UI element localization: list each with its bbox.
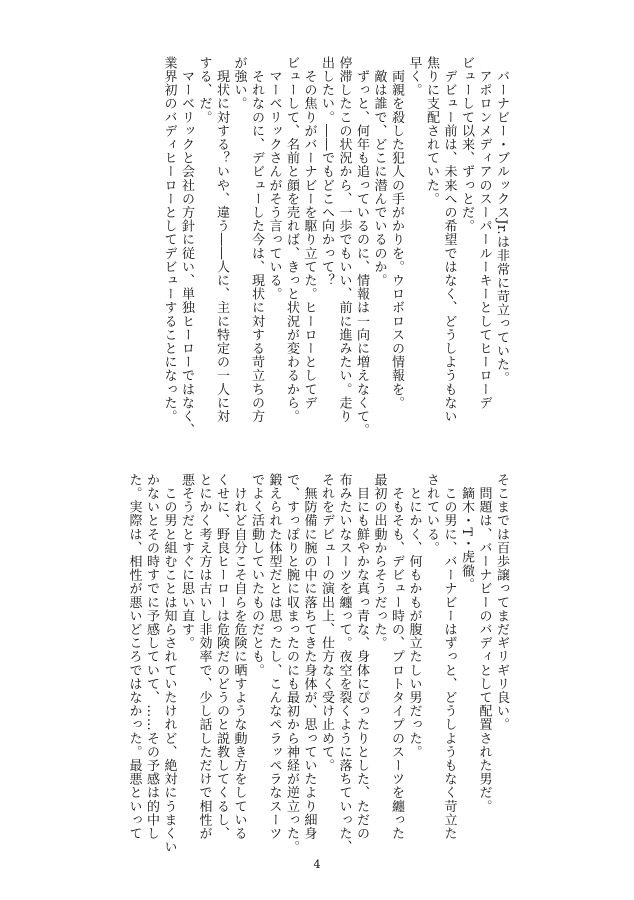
text-line: ビューして以来、ずっとだ。 <box>459 56 474 233</box>
text-line: くせに、野良ヒーローは危険だのどうのと説教してくるし、 <box>214 473 229 841</box>
text-line: とにかく考え方は古いし非効率で、少し話しただけで相性が <box>196 473 212 841</box>
text-line: 鏑木・T・虎徹。 <box>459 473 474 592</box>
text-line: 出したい。――でもどこへ向かって？ <box>319 56 334 288</box>
text-line: でよく活動していたものだとも。 <box>249 473 264 677</box>
text-line: その焦りがバーナビーを駆り立てた。ヒーローとしてデ <box>301 56 317 410</box>
text-line: 両親を殺した犯人の手がかりを。ウロボロスの情報を。 <box>389 56 404 410</box>
lower-text-block <box>92 473 510 854</box>
text-line: 現状に対する？いや、違う――人に、主に特定の一人に対 <box>214 56 229 424</box>
text-line: バーナビー・ブルックスJr.は非常に苛立っていた。 <box>494 56 509 385</box>
text-line: 敵は誰で、どこに潜んでいるのか。 <box>371 56 387 288</box>
text-line: されている。 <box>424 473 439 555</box>
text-line: 最初の出動からそうだった。 <box>371 473 387 650</box>
text-line: 無防備に腕の中に落ちてきた身体が、思っていたより細身 <box>301 473 317 841</box>
text-line: そもそも、デビュー時の、プロトタイプのスーツを纏った <box>389 473 404 841</box>
text-line: た。実際は、相性が悪いどころではなかった。最悪といって <box>126 473 142 841</box>
text-line: する、だ。 <box>196 56 212 124</box>
page-number: 4 <box>313 858 321 871</box>
text-line: この男に、バーナビーはずっと、どうしようもなく苛立た <box>441 473 457 841</box>
text-line: かないとその時すでに予感していて、……その予感は的中し <box>144 473 159 841</box>
text-line: それなのに、デビューした今は、現状に対する苛立ちの方 <box>249 56 264 424</box>
text-line: この男と組むことは知らされていたけれど、絶対にうまくい <box>161 473 177 854</box>
text-line: マーベリックさんがそう言っている。 <box>266 56 282 301</box>
text-line: 鍛えられた体型だとは思ったし、こんなペラッペラなスーツ <box>266 473 282 841</box>
text-line: それをデビューの演出上、仕方なく受け止めて。 <box>319 473 334 773</box>
text-line: 焦りに支配されていた。 <box>424 56 439 206</box>
text-line: 業界初のバディヒーローとしてデビューすることになった。 <box>161 56 177 424</box>
text-line: マーベリックと会社の方針に従い、単独ヒーローではなく、 <box>179 56 194 437</box>
text-line: で、すっぽりと腕に収まったのにも最初から神経が逆立った。 <box>284 473 299 854</box>
text-line: デビュー前は、未来への希望ではなく、どうしようもない <box>441 56 457 424</box>
text-line: ずっと、何年も追っているのに、情報は一向に増えなくて。 <box>354 56 369 437</box>
text-line: そこまでは百歩譲ってまだギリギリ良い。 <box>494 473 509 732</box>
text-line: 早く。 <box>406 56 422 97</box>
text-line: 目にも鮮やかな真っ青な、身体にぴったりとした、ただの <box>354 473 369 841</box>
text-line: 問題は、バーナビーのバディとして配置された男だ。 <box>476 473 492 813</box>
upper-text-block <box>92 56 510 436</box>
text-line: ビューして、名前と顔を売れば、きっと状況が変わるから。 <box>284 56 299 424</box>
text-line: 停滞したこの状況から、一歩でもいい、前に進みたい。走り <box>336 56 352 424</box>
text-line: けれど自分こそ自らを危険に晒すような動き方をしている <box>231 473 247 841</box>
text-line: 布みたいなスーツを纏って。夜空を裂くように落ちていった、 <box>336 473 352 854</box>
text-line: とにかく、何もかもが腹立たしい男だった。 <box>406 473 422 759</box>
text-line: が強い。 <box>231 56 247 111</box>
text-line: 悪そうだとすぐに思い直す。 <box>179 473 194 650</box>
text-line: アポロンメディアのスーパールーキーとしてヒーローデ <box>476 56 492 410</box>
